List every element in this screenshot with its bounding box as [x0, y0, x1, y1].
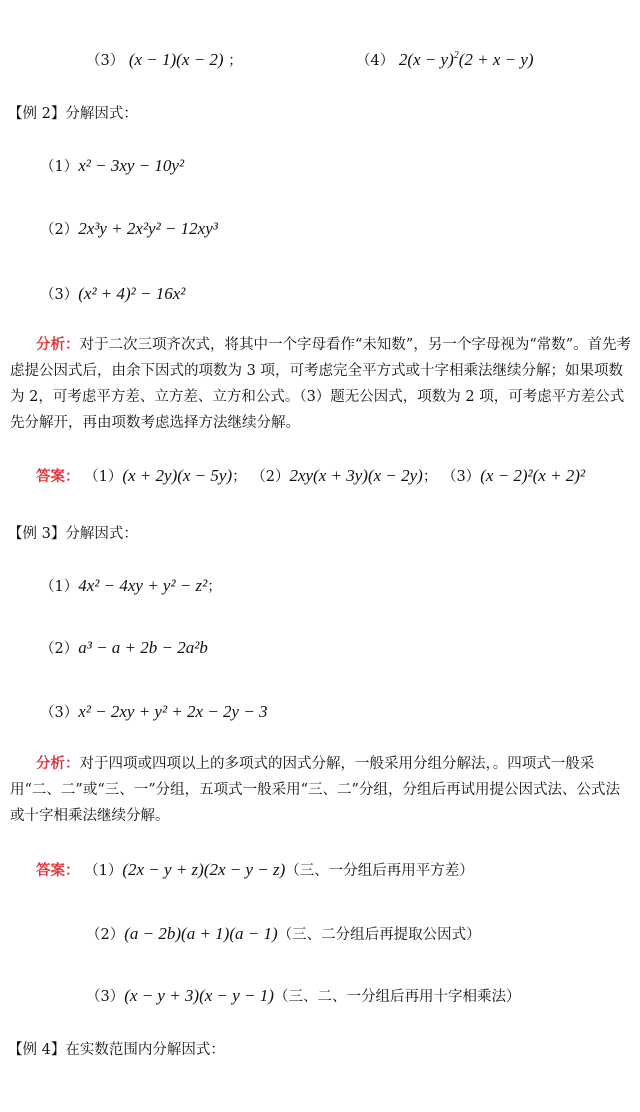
math-expression: (x − 1)(x − 2)	[128, 50, 224, 69]
answer-label: 答案：	[36, 862, 80, 879]
math-expression: (x − 2)²(x + 2)²	[480, 466, 586, 485]
ex3-item-3: （3）x² − 2xy + y² + 2x − 2y − 3	[40, 702, 268, 721]
ex2-item-2: （2）2x³y + 2x²y² − 12xy³	[40, 219, 218, 238]
math-expression: (a − 2b)(a + 1)(a − 1)	[124, 924, 278, 943]
analysis-label: 分析：	[36, 755, 80, 772]
math-expression: 2x³y + 2x²y² − 12xy³	[78, 219, 218, 238]
example-2-heading: 【例 2】分解因式：	[8, 106, 138, 122]
math-expression: a³ − a + 2b − 2a²b	[78, 638, 208, 657]
math-expression: 2xy(x + 3y)(x − 2y)	[289, 466, 423, 485]
item-label: （4）	[356, 53, 395, 69]
example-3-heading: 【例 3】分解因式：	[8, 526, 138, 542]
answer-note: （三、一分组后再用平方差）	[285, 863, 474, 879]
ex3-item-2: （2）a³ − a + 2b − 2a²b	[40, 638, 208, 657]
math-expression: x² − 2xy + y² + 2x − 2y − 3	[78, 702, 268, 721]
ex1-item4	[356, 50, 534, 71]
ex3-item-1: （1）4x² − 4xy + y² − z²；	[40, 576, 222, 595]
ex2-answers: 答案： （1）(x + 2y)(x − 5y)； （2）2xy(x + 3y)(x − 2y)； （3）(x − 2)²(x + 2)²	[36, 466, 586, 485]
math-expression: (x² + 4)² − 16x²	[78, 284, 186, 303]
math-expression: (2x − y + z)(2x − y − z)	[122, 860, 286, 879]
math-expression: x² − 3xy − 10y²	[78, 156, 185, 175]
ex1-item3	[86, 50, 243, 71]
ex3-answer-2: （2）(a − 2b)(a + 1)(a − 1)（三、二分组后再提取公因式）	[86, 924, 481, 943]
answer-note: （三、二、一分组后再用十字相乘法）	[273, 989, 521, 1005]
ex3-answer-3: （3）(x − y + 3)(x − y − 1)（三、二、一分组后再用十字相乘法）	[86, 986, 521, 1005]
ex2-item-3: （3）(x² + 4)² − 16x²	[40, 284, 186, 303]
analysis-text: 对于二次三项齐次式，将其中一个字母看作“未知数”，另一个字母视为“常数”。首先考虑提公因式后，由余下因式的项数为 3 项，可考虑完全平方式或十字相乘法继续分解；如果项数为 2，可考虑平方差、立方差、立方和公式。（3）题无公因式，项数为 2 项，可考虑平方差公式先分解开，再由项数考虑选择方法继续分解。	[10, 337, 632, 431]
answer-label: 答案：	[36, 468, 80, 485]
math-expression: (x − y + 3)(x − y − 1)	[124, 986, 274, 1005]
ex2-item-1: （1）x² − 3xy − 10y²	[40, 156, 185, 175]
ex3-analysis	[10, 751, 632, 829]
ex3-answer-1: 答案： （1）(2x − y + z)(2x − y − z)（三、一分组后再用平方差）	[36, 860, 474, 879]
item-punct: ；	[228, 53, 243, 69]
analysis-text: 对于四项或四项以上的多项式的因式分解，一般采用分组分解法，。四项式一般采用“二、二”或“三、一”分组，五项式一般采用“三、二”分组，分组后再试用提公因式法、公式法或十字相乘法继续分解。	[10, 756, 620, 824]
math-expression: $2(x - y)^2(2 + x - y)$	[398, 50, 534, 69]
example-4-heading: 【例 4】在实数范围内分解因式：	[8, 1042, 225, 1058]
answer-note: （三、二分组后再提取公因式）	[277, 927, 481, 943]
item-label: （3）	[86, 53, 125, 69]
analysis-label: 分析：	[36, 336, 80, 353]
math-expression: (x + 2y)(x − 5y)	[122, 466, 233, 485]
ex2-analysis	[10, 332, 632, 436]
math-expression: 4x² − 4xy + y² − z²	[78, 576, 208, 595]
